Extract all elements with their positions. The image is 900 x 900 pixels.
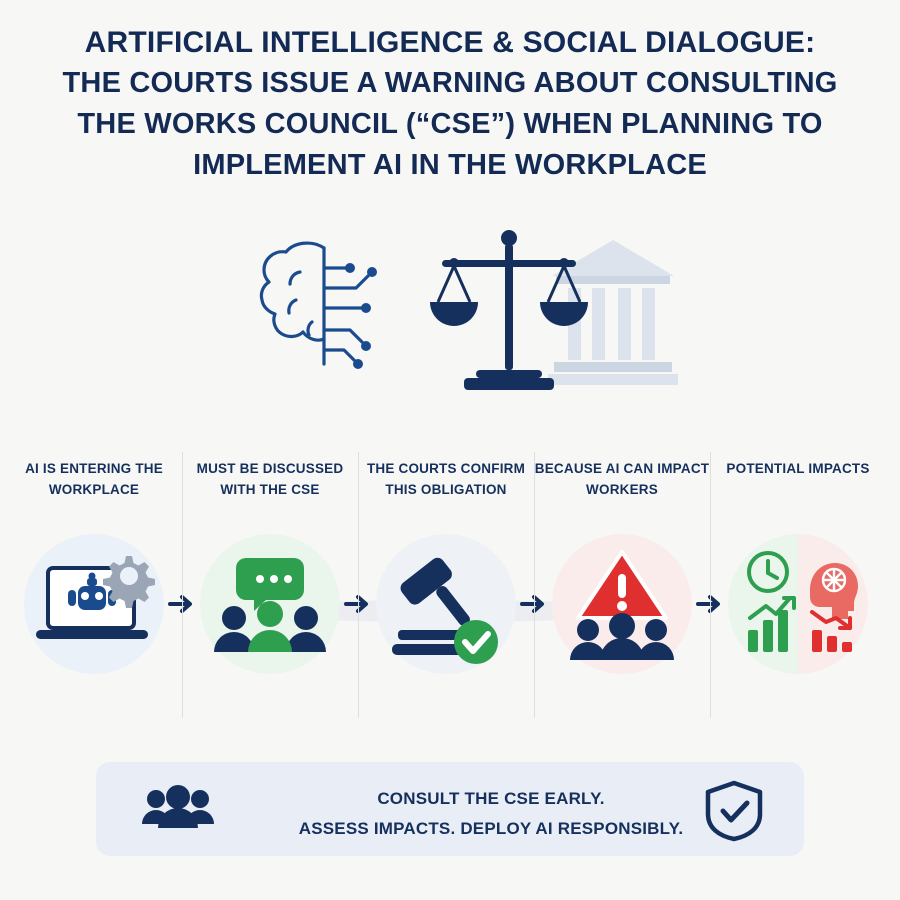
step-1-label: AI IS ENTERING THE WORKPLACE	[25, 461, 163, 497]
warning-triangle-people-icon	[552, 534, 692, 674]
step-4-label: BECAUSE AI CAN IMPACT WORKERS	[534, 461, 710, 497]
step-2[interactable]	[182, 438, 358, 728]
step-4[interactable]	[534, 438, 710, 728]
step-2-label: MUST BE DISCUSSED WITH THE CSE	[196, 461, 344, 497]
step-1[interactable]	[6, 438, 182, 728]
page-title	[50, 22, 850, 186]
shield-check-icon	[704, 780, 764, 847]
ai-brain-circuit-icon	[246, 230, 396, 395]
step-5-label: POTENTIAL IMPACTS	[726, 461, 870, 476]
title-line-2: THE COURTS ISSUE A WARNING ABOUT CONSULTING	[62, 67, 838, 99]
group-people-icon	[140, 784, 216, 843]
title-line-4: IMPLEMENT AI IN THE WORKPLACE	[193, 149, 707, 181]
step-divider	[710, 452, 711, 718]
process-flow	[0, 438, 900, 728]
clock-chart-head-icon	[728, 534, 868, 674]
gavel-check-icon	[376, 534, 516, 674]
justice-scales-icon	[424, 224, 594, 409]
title-line-3: THE WORKS COUNCIL (“CSE”) WHEN PLANNING TO	[77, 108, 823, 140]
summary-banner	[96, 762, 804, 856]
people-speech-bubble-icon	[200, 534, 340, 674]
title-line-1: ARTIFICIAL INTELLIGENCE & SOCIAL DIALOGUE:	[84, 26, 816, 59]
laptop-robot-gear-icon	[24, 534, 164, 674]
banner-text	[256, 784, 726, 844]
step-3-label: THE COURTS CONFIRM THIS OBLIGATION	[366, 461, 526, 497]
banner-line-1: CONSULT THE CSE EARLY.	[377, 789, 605, 808]
hero-illustration	[0, 222, 900, 412]
banner-line-2: ASSESS IMPACTS. DEPLOY AI RESPONSIBLY.	[298, 819, 684, 838]
step-5[interactable]	[710, 438, 886, 728]
step-3[interactable]	[358, 438, 534, 728]
